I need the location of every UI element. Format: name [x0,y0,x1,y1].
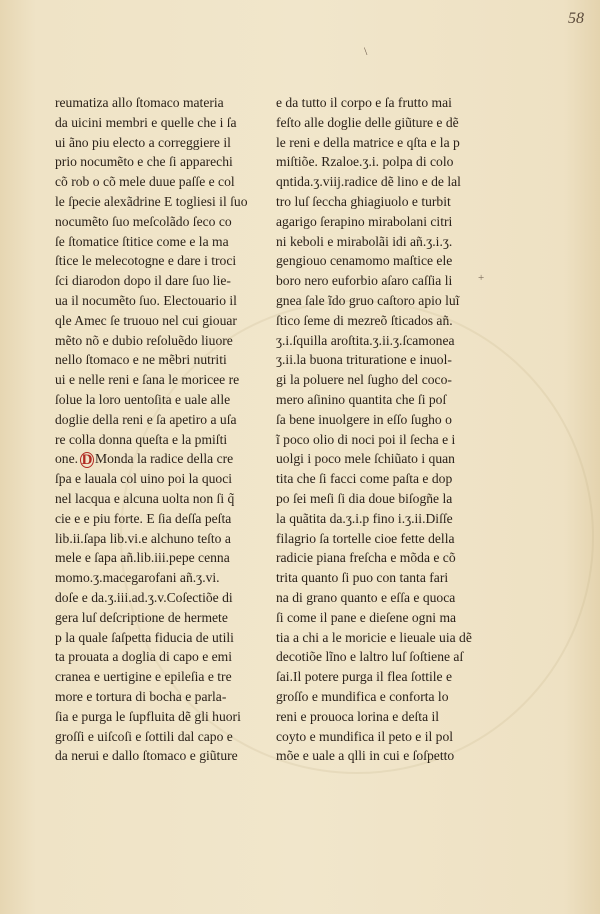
text-line: mero aſinino quantita che ſi poſ [276,391,447,407]
text-line: ſai.Il potere purga il flea ſottile e [276,669,453,685]
right-text-column [276,93,472,766]
text-fragment: one. [55,451,79,467]
text-line: ʒ.i.ſquilla aroſtita.ʒ.ii.ʒ.ſcamonea [276,332,455,348]
rubricated-line [55,449,248,469]
text-line: tia a chi a le moricie e lieuale uia dẽ [276,629,472,645]
text-line: nocumẽto ſuo meſcolãdo ſeco co [55,213,232,229]
text-line: le reni e della matrice e qſta e la p [276,134,460,150]
text-line: prio nocumẽto e che ſi apparechi [55,154,233,170]
text-line: reni e prouoca lorina e deſta il [276,708,440,724]
text-line: groſſo e mundifica e conforta lo [276,688,449,704]
text-line: p la quale ſaſpetta fiducia de utili [55,629,234,645]
text-line: ſtico ſeme di mezreõ ſticados añ. [276,312,453,328]
text-line: gengiouo cenamomo maſtice ele [276,253,453,269]
left-text-column [55,93,248,766]
text-line: cie e e piu forte. E ſia deſſa peſta [55,510,232,526]
text-line: tita che ſi facci come paſta e dop [276,471,453,487]
text-line: miſtiõe. Rzaloe.ʒ.i. polpa di colo [276,154,454,170]
text-line: da nerui e dallo ſtomaco e giũture [55,748,238,764]
text-line: momo.ʒ.macegarofani añ.ʒ.vi. [55,570,220,586]
text-line: radicie piana freſcha e mõda e cõ [276,550,456,566]
text-line: doglie della reni e ſa apetiro a uſa [55,411,237,427]
text-line: ſolue la loro uentoſita e uale alle [55,391,231,407]
text-line: coyto e mundifica il peto e il pol [276,728,454,744]
text-line: ſe ſtomatice ſtitice come e la ma [55,233,229,249]
text-line: feſto alle doglie delle giũture e dẽ [276,114,459,130]
text-line: cranea e uertigine e epileſia e tre [55,669,232,685]
text-line: ta prouata a doglia di capo e emi [55,649,233,665]
text-line: ui e nelle reni e ſana le moricee re [55,372,240,388]
text-line: la quãtita da.ʒ.i.p fino i.ʒ.ii.Diſſe [276,510,453,526]
margin-mark: + [478,272,485,284]
text-line: da uicini membri e quelle che i ſa [55,114,237,130]
text-line: decotiõe lĩno e laltro luſ ſoſtiene aſ [276,649,464,665]
text-line: ſtice le melecotogne e dare i troci [55,253,237,269]
text-line: gnea ſale ĩdo gruo caſtoro apio luĩ [276,292,460,308]
text-line: qle Amec ſe truouo nel cui giouar [55,312,237,328]
text-line: ſi come il pane e dieſene ogni ma [276,609,457,625]
text-line: cõ rob o cõ mele duue paſſe e col [55,174,235,190]
text-line: mẽto nõ e dubio reſoluẽdo liuore [55,332,233,348]
text-line: le ſpecie alexãdrine E togliesi il ſuo [55,193,248,209]
text-line: po ſei meſi ſi dia doue biſogñe la [276,490,453,506]
text-line: reumatiza allo ſtomaco materia [55,95,224,110]
text-fragment: Monda la radice della cre [95,451,234,467]
text-line: doſe e da.ʒ.iii.ad.ʒ.v.Coſectiõe di [55,589,233,605]
text-line: qntida.ʒ.viij.radice dẽ lino e de lal [276,174,461,190]
text-line: ni keboli e mirabolãi idi añ.ʒ.i.ʒ. [276,233,453,249]
text-line: tro luſ ſeccha ghiagiuolo e turbit [276,193,451,209]
text-line: uolgi i poco mele ſchiũato i quan [276,451,455,467]
text-line: ſci diarodon dopo il dare ſuo lie- [55,273,231,289]
text-line: gi la poluere nel ſugho del coco- [276,372,452,388]
text-line: ĩ poco olio di noci poi il ſecha e i [276,431,456,447]
text-line: re colla donna queſta e la pmiſti [55,431,228,447]
folio-number: 58 [568,10,584,27]
text-line: ſpa e lauala col uino poi la quoci [55,471,233,487]
text-line: more e tortura di bocha e parla- [55,688,227,704]
text-line: mele e ſapa añ.lib.iii.pepe cenna [55,550,230,566]
text-line: agarigo ſerapino mirabolani citri [276,213,453,229]
text-line: nel lacqua e alcuna uolta non ſi q̃ [55,490,235,506]
text-line: filagrio ſa tortelle cioe fette della [276,530,455,546]
text-line: trita quanto ſi puo con tanta fari [276,570,449,586]
text-line: e da tutto il corpo e ſa frutto mai [276,95,452,110]
rubricated-initial: D [81,452,93,469]
text-line: groſſi e uiſcoſi e ſottili dal capo e [55,728,233,744]
text-line: nello ſtomaco e ne mẽbri nutriti [55,352,227,368]
text-line: ui ãno piu electo a correggiere il [55,134,231,150]
text-line: ſia e purga le ſupfluita dẽ gli huori [55,708,241,724]
text-line: na di grano quanto e eſſa e quoca [276,589,456,605]
text-line: gera luſ deſcriptione de hermete [55,609,228,625]
text-line: mõe e uale a qlli in cui e ſoſpetto [276,748,455,764]
text-line: ua il nocumẽto ſuo. Electouario il [55,292,237,308]
text-line: lib.ii.ſapa lib.vi.e alchuno teſto a [55,530,231,546]
text-line: ʒ.ii.la buona trituratione e inuol- [276,352,452,368]
text-line: ſa bene inuolgere in eſſo ſugho o [276,411,452,427]
text-line: boro nero euforbio aſaro caſſia li [276,273,453,289]
center-mark: \ [364,44,368,58]
